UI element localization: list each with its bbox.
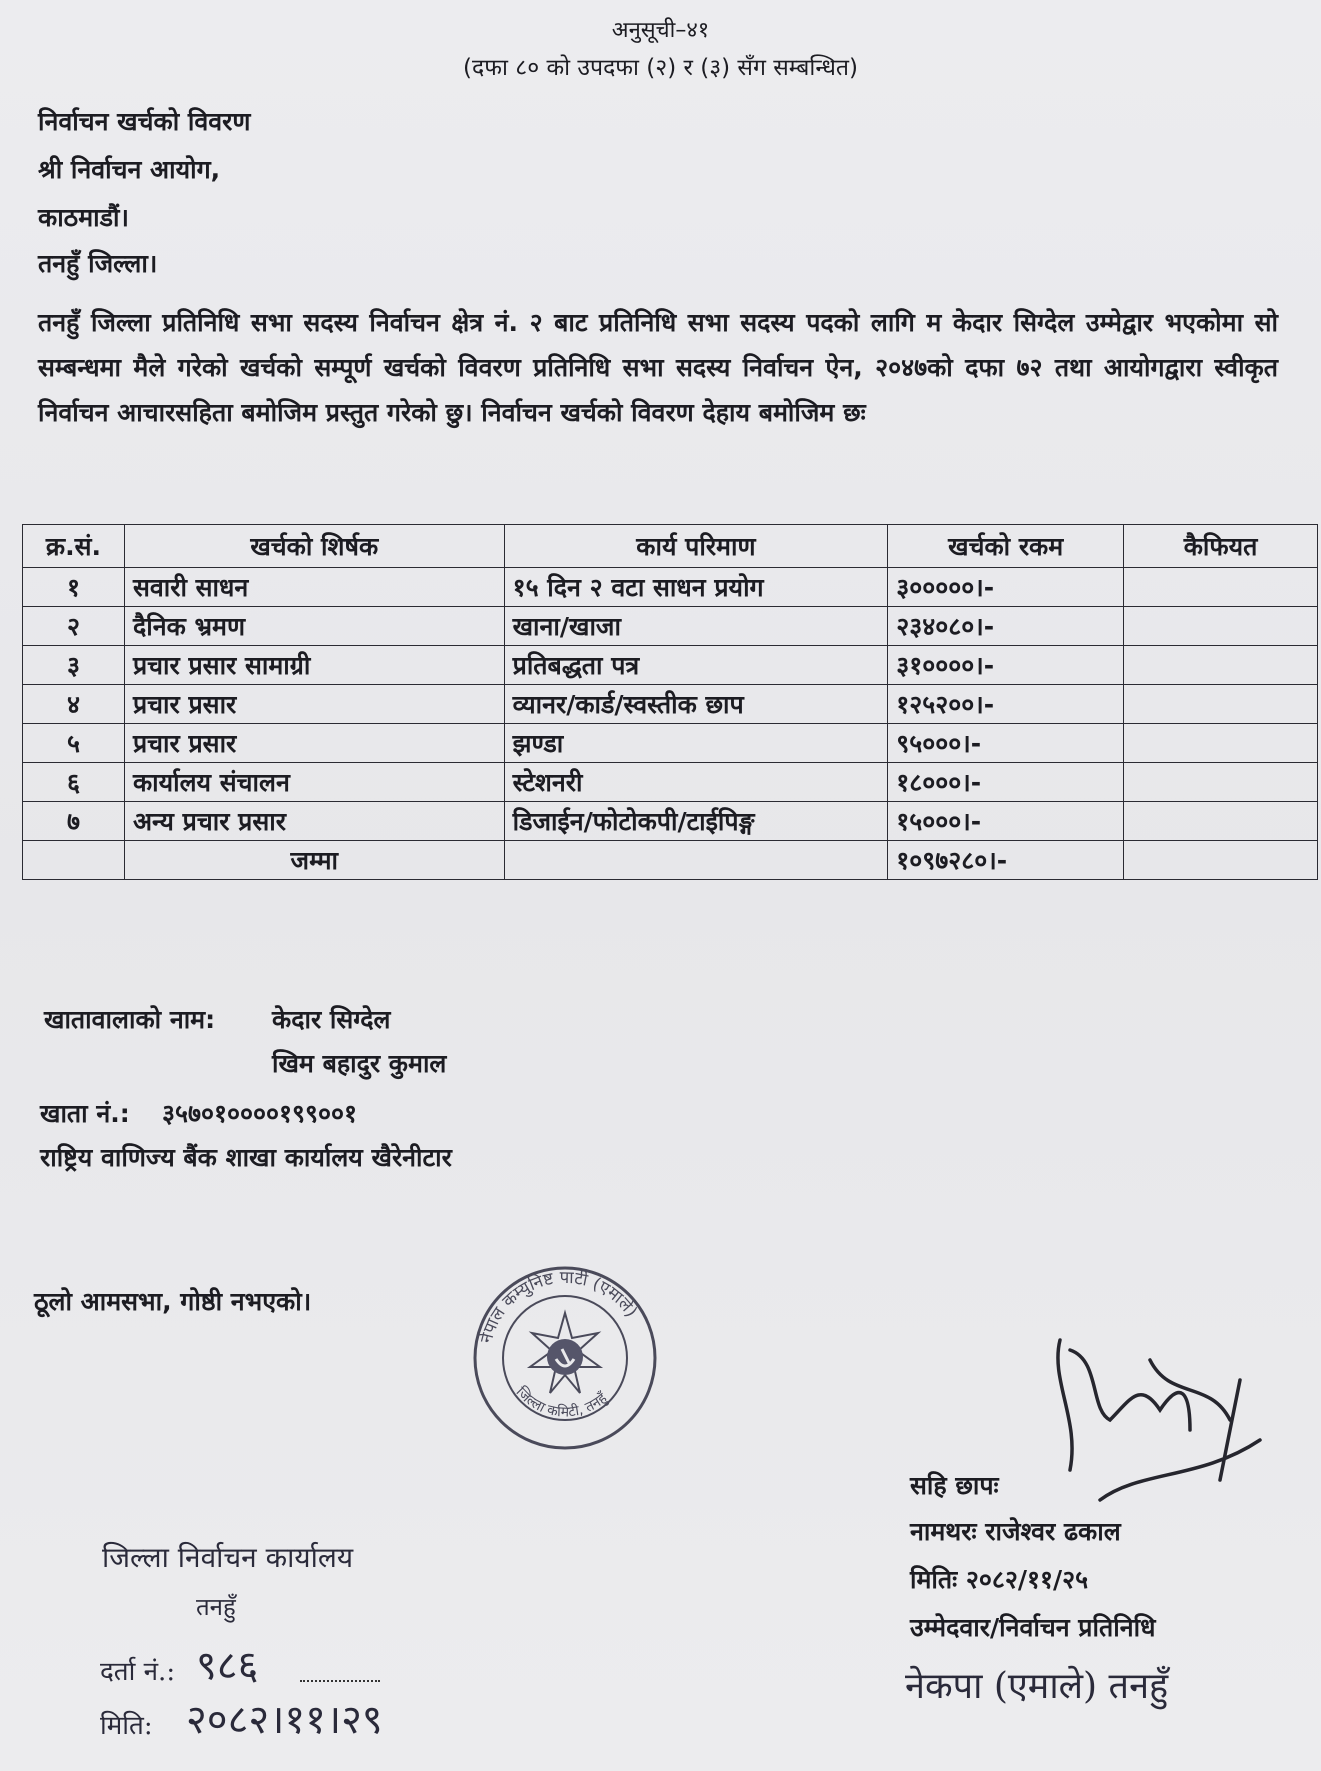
- account-holder-name-2: खिम बहादुर कुमाल: [272, 1049, 447, 1078]
- table-row: [23, 607, 1318, 646]
- row-title: कार्यालय संचालन: [124, 763, 504, 802]
- row-quantity: १५ दिन २ वटा साधन प्रयोग: [504, 568, 888, 607]
- reference-line: (दफा ८० को उपदफा (२) र (३) सँग सम्बन्धित): [463, 55, 858, 81]
- row-sn: ६: [23, 763, 125, 802]
- row-amount: ३०००००।-: [888, 568, 1124, 607]
- row-remark: [1124, 724, 1318, 763]
- total-sn-empty: [23, 841, 125, 880]
- row-amount: १२५२००।-: [888, 685, 1124, 724]
- col-header-amount: खर्चको रकम: [888, 525, 1124, 568]
- row-sn: ७: [23, 802, 125, 841]
- total-quantity-empty: [504, 841, 888, 880]
- registration-label: दर्ता नं.:: [100, 1657, 176, 1687]
- annex-heading: अनुसूची–४१: [611, 18, 710, 43]
- account-number-label: खाता नं.:: [40, 1099, 130, 1128]
- party-seal: [470, 1263, 660, 1453]
- col-header-quantity: कार्य परिमाण: [504, 525, 888, 568]
- table-row: [23, 724, 1318, 763]
- signatory-name: नामथरः राजेश्वर ढकाल: [910, 1517, 1121, 1546]
- meeting-note: ठूलो आमसभा, गोष्ठी नभएको।: [34, 1287, 312, 1316]
- expense-table: [22, 524, 1318, 880]
- row-title: प्रचार प्रसार: [124, 724, 504, 763]
- body-paragraph: तनहुँ जिल्ला प्रतिनिधि सभा सदस्य निर्वाचन क्षेत्र नं. २ बाट प्रतिनिधि सभा सदस्य पदको लागि म केदार सिग्देल उम्मेद्वार भएकोमा सो सम्बन्धमा मैले गरेको खर्चको सम्पूर्ण खर्चको विवरण प्रतिनिधि सभा सदस्य निर्वाचन ऐन, २०४७को दफा ७२ तथा आयोगद्वारा स्वीकृत निर्वाचन आचारसहिता बमोजिम प्रस्तुत गरेको छु। निर्वाचन खर्चको विवरण देहाय बमोजिम छः: [38, 308, 1278, 427]
- row-sn: २: [23, 607, 125, 646]
- city-line: काठमाडौं।: [38, 203, 129, 232]
- row-amount: १५०००।-: [888, 802, 1124, 841]
- signature-mark: [1040, 1320, 1270, 1520]
- handwritten-party: नेकपा (एमाले) तनहुँ: [905, 1666, 1169, 1707]
- row-sn: ५: [23, 724, 125, 763]
- row-remark: [1124, 568, 1318, 607]
- bank-name: राष्ट्रिय वाणिज्य बैंक शाखा कार्यालय खैरेनीटार: [40, 1143, 452, 1172]
- row-remark: [1124, 802, 1318, 841]
- row-remark: [1124, 763, 1318, 802]
- col-header-sn: क्र.सं.: [23, 525, 125, 568]
- row-quantity: खाना/खाजा: [504, 607, 888, 646]
- svg-text:नेपाल कम्युनिष्ट पार्टी (एमाले: नेपाल कम्युनिष्ट पार्टी (एमाले): [476, 1267, 642, 1346]
- total-amount: १०९७२८०।-: [888, 841, 1124, 880]
- subject-line: निर्वाचन खर्चको विवरण: [38, 107, 251, 136]
- row-quantity: प्रतिबद्धता पत्र: [504, 646, 888, 685]
- row-title: सवारी साधन: [124, 568, 504, 607]
- row-quantity: डिजाईन/फोटोकपी/टाईपिङ्ग: [504, 802, 888, 841]
- table-row: [23, 568, 1318, 607]
- signature-date: मितिः २०८२/११/२५: [910, 1565, 1089, 1594]
- total-remark-empty: [1124, 841, 1318, 880]
- svg-text:जिल्ला कमिटी, तनहुँ: जिल्ला कमिटी, तनहुँ: [512, 1384, 611, 1421]
- office-stamp-district: तनहुँ: [196, 1593, 236, 1621]
- row-title: दैनिक भ्रमण: [124, 607, 504, 646]
- row-remark: [1124, 646, 1318, 685]
- row-amount: २३४०८०।-: [888, 607, 1124, 646]
- account-number: ३५७०१००००१९९००१: [162, 1099, 358, 1128]
- row-remark: [1124, 685, 1318, 724]
- registration-dotted-line: [300, 1680, 380, 1682]
- row-title: प्रचार प्रसार: [124, 685, 504, 724]
- sign-label: सहि छापः: [910, 1471, 999, 1500]
- table-row: [23, 802, 1318, 841]
- row-sn: ३: [23, 646, 125, 685]
- row-amount: ३१००००।-: [888, 646, 1124, 685]
- col-header-remark: कैफियत: [1124, 525, 1318, 568]
- row-title: अन्य प्रचार प्रसार: [124, 802, 504, 841]
- total-label: जम्मा: [124, 841, 504, 880]
- table-row: [23, 685, 1318, 724]
- row-quantity: स्टेशनरी: [504, 763, 888, 802]
- table-row: [23, 763, 1318, 802]
- row-sn: १: [23, 568, 125, 607]
- row-quantity: व्यानर/कार्ड/स्वस्तीक छाप: [504, 685, 888, 724]
- registration-number: ९८६: [196, 1643, 259, 1689]
- table-header-row: [23, 525, 1318, 568]
- row-sn: ४: [23, 685, 125, 724]
- account-holder-label: खातावालाको नाम:: [44, 1005, 216, 1034]
- table-row: [23, 646, 1318, 685]
- signatory-role: उम्मेदवार/निर्वाचन प्रतिनिधि: [910, 1613, 1156, 1642]
- row-quantity: झण्डा: [504, 724, 888, 763]
- row-title: प्रचार प्रसार सामाग्री: [124, 646, 504, 685]
- row-amount: ९५०००।-: [888, 724, 1124, 763]
- district-line: तनहुँ जिल्ला।: [38, 249, 158, 278]
- addressee-line: श्री निर्वाचन आयोग,: [38, 155, 221, 184]
- registration-date-label: मिति:: [100, 1711, 153, 1741]
- row-amount: १८०००।-: [888, 763, 1124, 802]
- account-holder-name: केदार सिग्देल: [272, 1005, 391, 1034]
- row-remark: [1124, 607, 1318, 646]
- office-stamp-name: जिल्ला निर्वाचन कार्यालय: [102, 1541, 354, 1574]
- registration-date: २०८२।११।२९: [186, 1697, 383, 1743]
- col-header-title: खर्चको शिर्षक: [124, 525, 504, 568]
- table-total-row: [23, 841, 1318, 880]
